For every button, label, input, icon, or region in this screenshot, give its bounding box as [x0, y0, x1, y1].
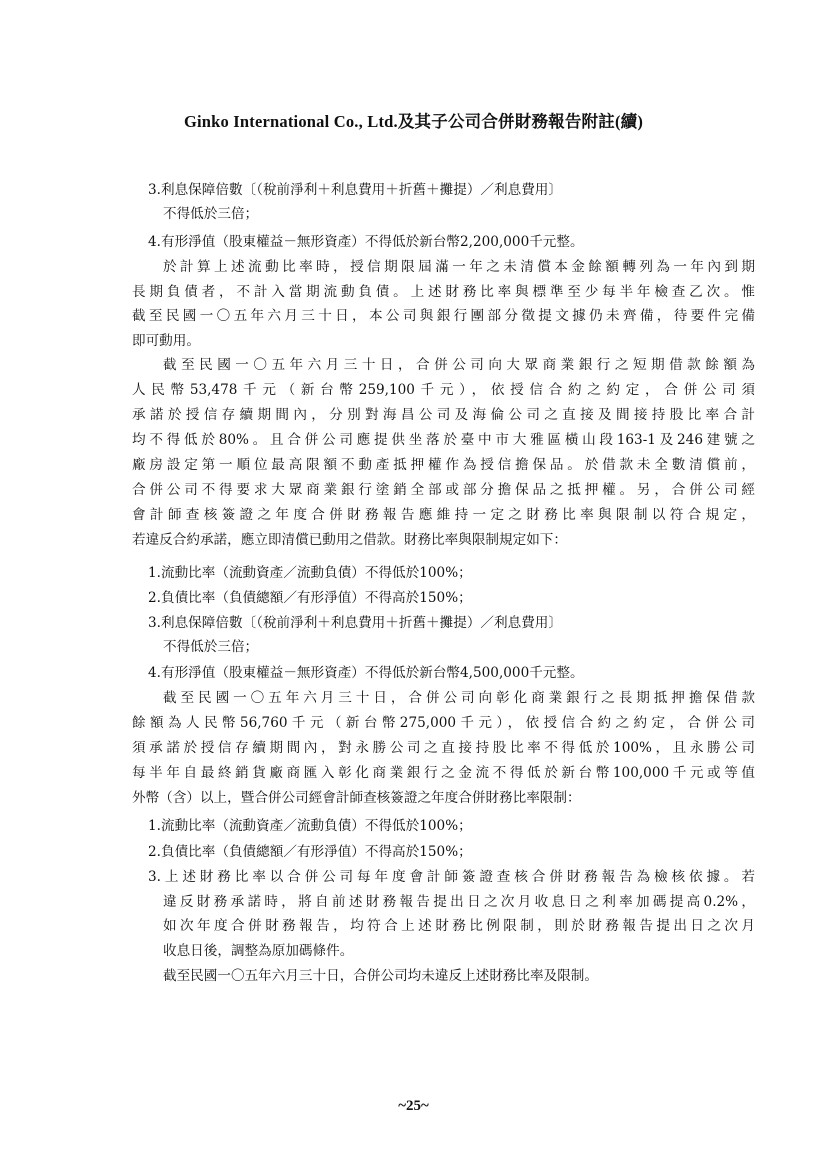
text-line: 須承諾於授信存續期間內，對永勝公司之直接持股比率不得低於100%，且永勝公司 [132, 740, 755, 756]
text-line: 承諾於授信存續期間內，分別對海昌公司及海倫公司之直接及間接持股比率合計 [132, 407, 755, 423]
text-line: 違反財務承諾時，將自前述財務報告提出日之次月收息日之利率加碼提高0.2%， [163, 894, 755, 910]
text-line: 餘額為人民幣56,760千元（新台幣275,000千元），依授信合約之約定，合併公司 [132, 715, 755, 731]
text-line: 截至民國一〇五年六月三十日，本公司與銀行團部分徵提文據仍未齊備，待要件完備 [132, 308, 755, 324]
text-line: 不得低於三倍； [163, 206, 259, 222]
text-line: 於計算上述流動比率時，授信期限屆滿一年之未清償本金餘額轉列為一年內到期 [163, 259, 755, 275]
text-line: 合併公司不得要求大眾商業銀行塗銷全部或部分擔保品之抵押權。另，合併公司經 [132, 482, 755, 498]
text-line: 3.利息保障倍數〔（稅前淨利＋利息費用＋折舊＋攤提）／利息費用〕 [148, 182, 562, 198]
text-line: 截至民國一〇五年六月三十日，合併公司向彰化商業銀行之長期抵押擔保借款 [163, 690, 755, 706]
text-line: 均不得低於80%。且合併公司應提供坐落於臺中市大雅區橫山段163-1及246建號之 [132, 432, 755, 448]
text-line: 收息日後，調整為原加碼條件。 [163, 943, 354, 959]
text-line: 長期負債者，不計入當期流動負債。上述財務比率與標準至少每半年檢查乙次。惟 [132, 284, 755, 300]
text-line: 人民幣53,478千元（新台幣259,100千元），依授信合約之約定，合併公司須 [132, 382, 755, 398]
page-title: Ginko International Co., Ltd.及其子公司合併財務報告附註(續) [183, 112, 644, 131]
text-line: 若違反合約承諾，應立即清償已動用之借款。財務比率與限制規定如下： [132, 532, 567, 548]
text-line: 1.流動比率（流動資產／流動負債）不得低於100%； [148, 818, 472, 834]
text-line: 如次年度合併財務報告，均符合上述財務比例限制，則於財務報告提出日之次月 [163, 918, 755, 934]
text-line: 廠房設定第一順位最高限額不動產抵押權作為授信擔保品。於借款未全數清償前， [132, 457, 755, 473]
text-line: 會計師查核簽證之年度合併財務報告應維持一定之財務比率與限制以符合規定， [132, 507, 755, 523]
text-line: 4.有形淨值（股東權益－無形資產）不得低於新台幣4,500,000千元整。 [148, 665, 584, 681]
text-line: 每半年自最終銷貨廠商匯入彰化商業銀行之金流不得低於新台幣100,000千元或等值 [132, 765, 755, 781]
text-line: 不得低於三倍； [163, 639, 259, 655]
text-line: 4.有形淨值（股東權益－無形資產）不得低於新台幣2,200,000千元整。 [148, 234, 584, 250]
text-line: 2.負債比率（負債總額／有形淨值）不得高於150%； [148, 844, 472, 860]
text-line: 1.流動比率（流動資產／流動負債）不得低於100%； [148, 565, 472, 581]
text-line: 3.利息保障倍數〔（稅前淨利＋利息費用＋折舊＋攤提）／利息費用〕 [148, 615, 562, 631]
text-line: 即可動用。 [132, 333, 200, 349]
text-line: 截至民國一〇五年六月三十日，合併公司向大眾商業銀行之短期借款餘額為 [163, 357, 755, 373]
page-number: ~25~ [398, 1098, 429, 1114]
text-line: 2.負債比率（負債總額／有形淨值）不得高於150%； [148, 590, 472, 606]
text-line: 截至民國一〇五年六月三十日，合併公司均未違反上述財務比率及限制。 [163, 968, 598, 984]
text-line: 3.上述財務比率以合併公司每年度會計師簽證查核合併財務報告為檢核依據。若 [148, 869, 755, 885]
text-line: 外幣（含）以上，暨合併公司經會計師查核簽證之年度合併財務比率限制： [132, 790, 581, 806]
